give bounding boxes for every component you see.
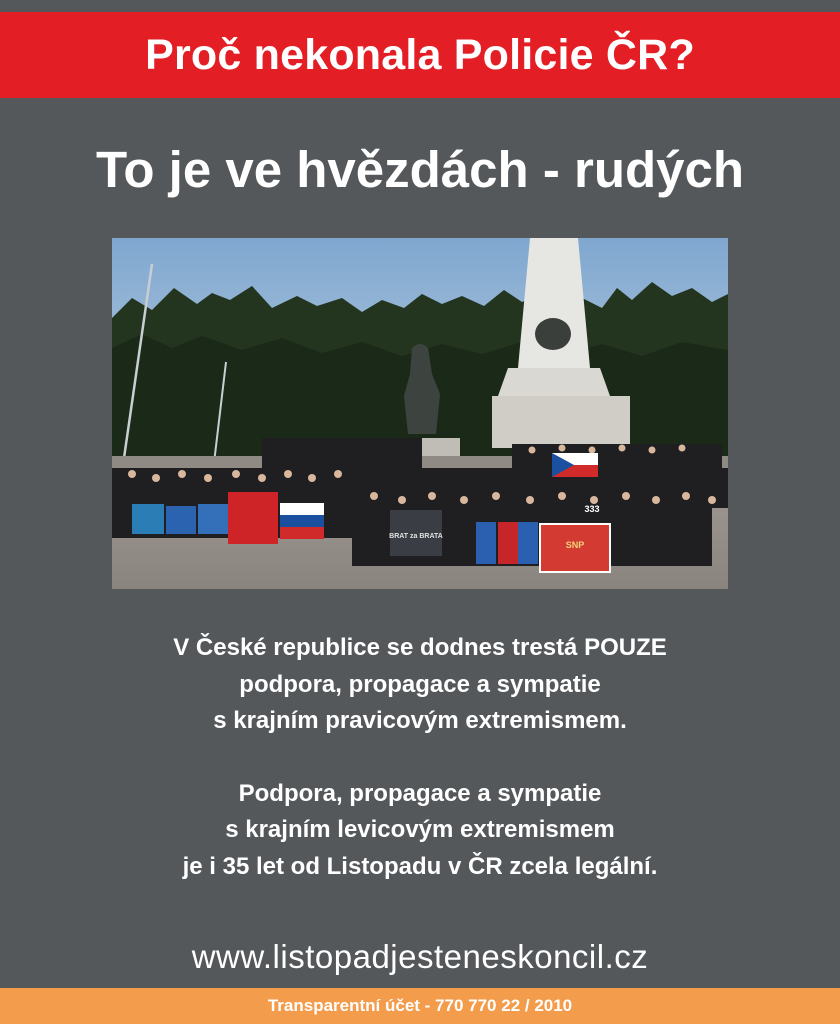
blue-banner-2 [476, 522, 496, 564]
body-text [0, 630, 840, 885]
body-line: Podpora, propagace a sympatie [238, 779, 602, 807]
body-line: s krajním levicovým extremismem [225, 816, 615, 843]
footer-bar [0, 988, 840, 1024]
banner-label: BRAT za BRATA [389, 533, 443, 540]
subtitle: To je ve hvězdách - rudých [95, 141, 745, 198]
blue-banner-3 [518, 522, 538, 564]
body-line: V České republice se dodnes trestá POUZE [173, 634, 667, 661]
bank-account-text: Transparentní účet - 770 770 22 / 2010 [267, 996, 573, 1015]
banner-label: SNP [565, 540, 585, 550]
slovak-flag [280, 503, 324, 539]
header-banner [0, 12, 840, 98]
rally-photo [112, 238, 728, 589]
body-line: s krajním pravicovým extremismem. [213, 707, 627, 734]
blue-banners [132, 504, 228, 534]
body-line: podpora, propagace a sympatie [239, 670, 601, 698]
website-url[interactable]: www.listopadjesteneskoncil.cz [191, 938, 649, 975]
czech-flag [552, 453, 598, 477]
red-banner-2 [498, 522, 518, 564]
body-line: je i 35 let od Listopadu v ČR zcela legální. [182, 852, 658, 880]
red-banner [228, 492, 278, 544]
banner-label: 333 [584, 504, 600, 514]
page-title: Proč nekonala Policie ČR? [145, 30, 695, 79]
